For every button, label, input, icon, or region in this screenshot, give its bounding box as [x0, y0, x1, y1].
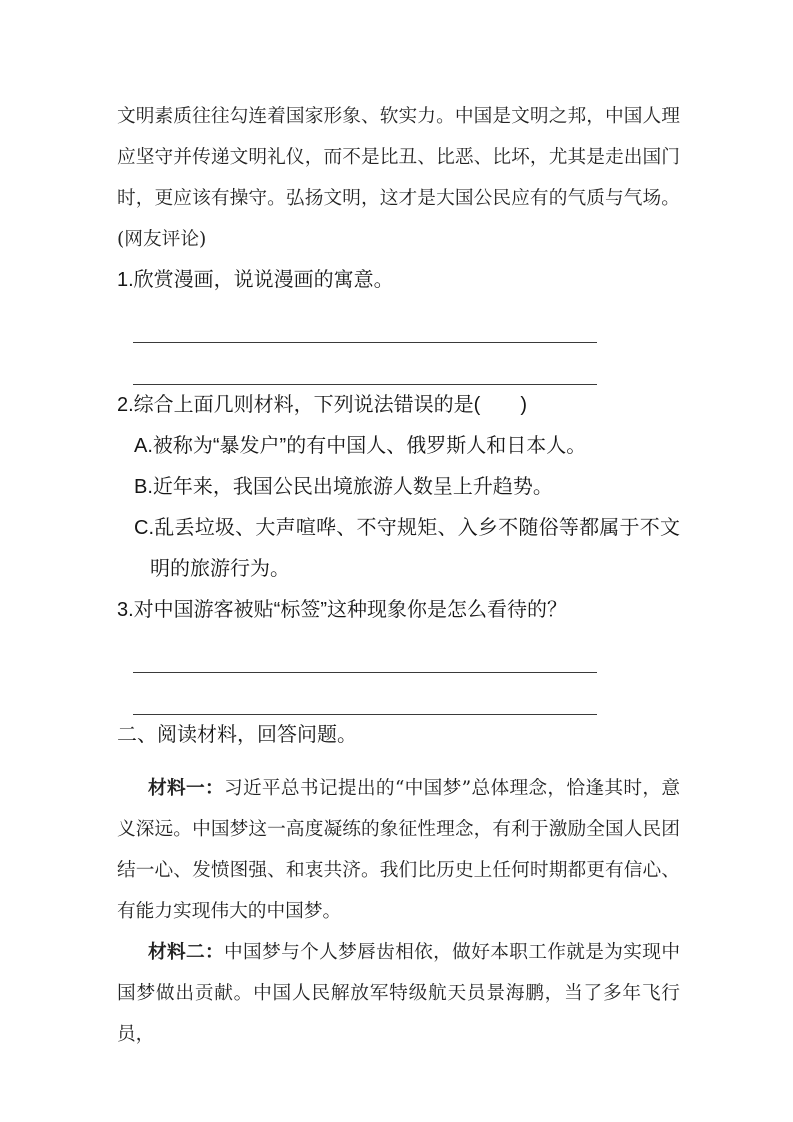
section-2-heading: 二、阅读材料，回答问题。	[117, 724, 357, 746]
answer-line-1	[133, 301, 597, 343]
question-2: 2.综合上面几则材料，下列说法错误的是( )	[117, 394, 527, 416]
material-1-label: 材料一：	[148, 777, 224, 799]
question-1: 1.欣赏漫画，说说漫画的寓意。	[117, 269, 394, 291]
answer-line-4	[133, 673, 597, 715]
material-2-paragraph	[117, 932, 680, 1055]
answer-line-3	[133, 631, 597, 673]
netizen-comment-paragraph: 文明素质往往勾连着国家形象、软实力。中国是文明之邦，中国人理应坚守并传递文明礼仪，而不是比丑、比恶、比坏，尤其是走出国门时，更应该有操守。弘扬文明，这才是大国公民应有的气质与气场。(网友评论)	[117, 106, 680, 250]
option-b: B.近年来，我国公民出境旅游人数呈上升趋势。	[134, 476, 553, 498]
material-1-text: 习近平总书记提出的“中国梦”总体理念，恰逢其时，意义深远。中国梦这一高度凝练的象征性理念，有利于激励全国人民团结一心、发愤图强、和衷共济。我们比历史上任何时期都更有信心、有能力实现伟大的中国梦。	[117, 778, 681, 922]
question-3: 3.对中国游客被贴“标签”这种现象你是怎么看待的？	[117, 599, 567, 621]
answer-line-2	[133, 343, 597, 385]
material-2-text: 中国梦与个人梦唇齿相依，做好本职工作就是为实现中国梦做出贡献。中国人民解放军特级航天员景海鹏，当了多年飞行员，	[117, 942, 681, 1045]
material-1-paragraph	[117, 768, 680, 932]
option-a: A.被称为“暴发户”的有中国人、俄罗斯人和日本人。	[134, 435, 587, 457]
material-2-label: 材料二：	[148, 941, 225, 963]
option-c: C.乱丢垃圾、大声喧哗、不守规矩、入乡不随俗等都属于不文明的旅游行为。	[134, 517, 680, 580]
